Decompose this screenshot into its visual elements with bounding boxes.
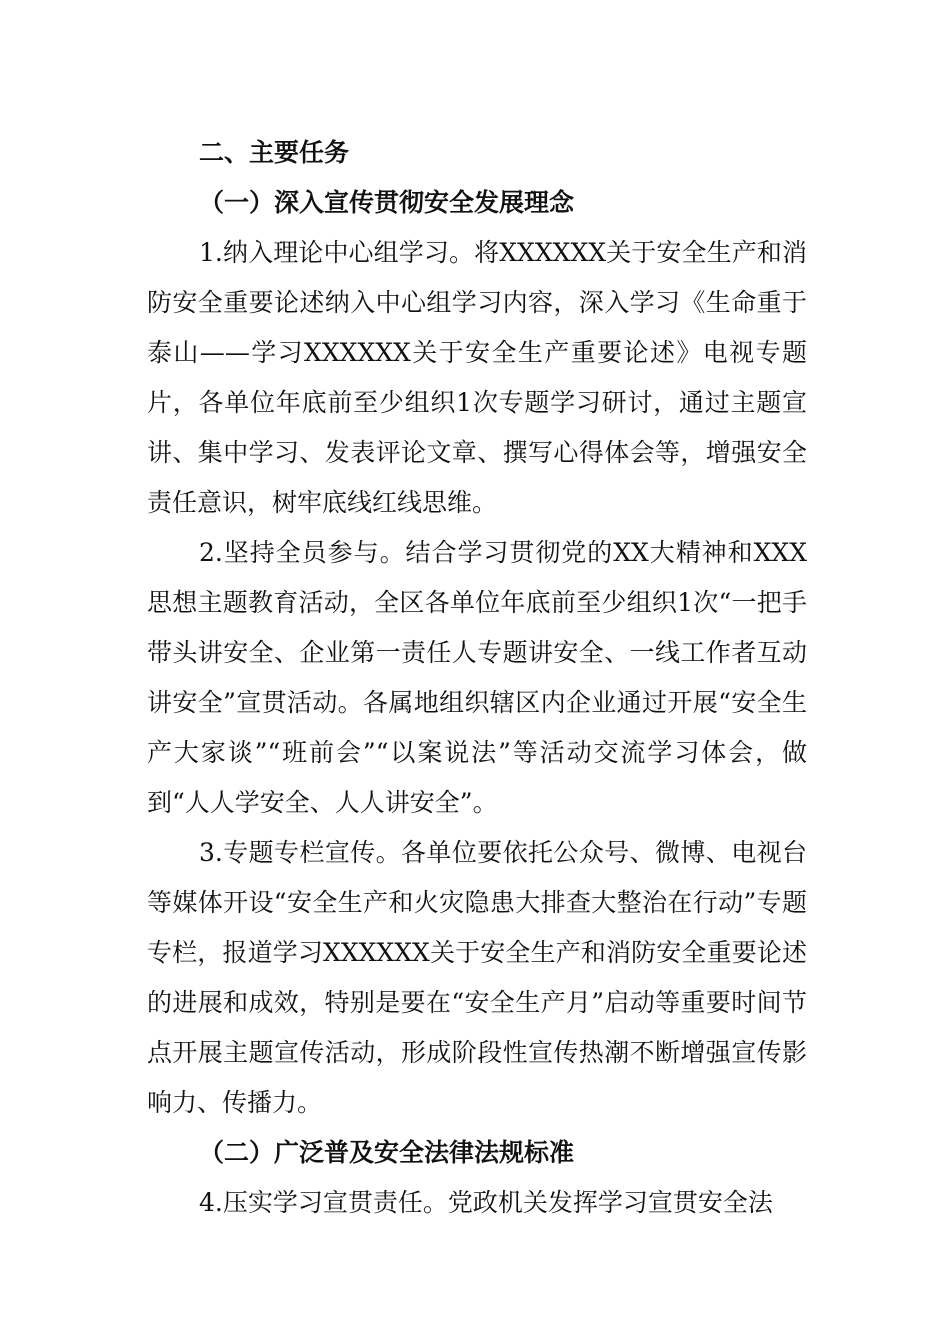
subsection-heading-2: （二）广泛普及安全法律法规标准 [199,1138,575,1167]
paragraph-3: 3.专题专栏宣传。各单位要依托公众号、微博、电视台等媒体开设“安全生产和火灾隐患大排查大整治在行动”专题专栏，报道学习XXXXXX关于安全生产和消防安全重要论述的进展和成效，特别是要在“安全生产月”启动等重要时间节点开展主题宣传活动，形成阶段性宣传热潮不断增强宣传影响力、传播力。 [147,838,807,1117]
paragraph-1: 1.纳入理论中心组学习。将XXXXXX关于安全生产和消防安全重要论述纳入中心组学习内容，深入学习《生命重于泰山——学习XXXXXX关于安全生产重要论述》电视专题片，各单位年底前至少组织1次专题学习研讨，通过主题宣讲、集中学习、发表评论文章、撰写心得体会等，增强安全责任意识，树牢底线红线思维。 [147,238,807,517]
paragraph-2: 2.坚持全员参与。结合学习贯彻党的XX大精神和XXX思想主题教育活动，全区各单位年底前至少组织1次“一把手带头讲安全、企业第一责任人专题讲安全、一线工作者互动讲安全”宣贯活动。各属地组织辖区内企业通过开展“安全生产大家谈”“班前会”“以案说法”等活动交流学习体会，做到“人人学安全、人人讲安全”。 [147,538,807,817]
subsection-heading-1: （一）深入宣传贯彻安全发展理念 [199,188,575,217]
section-heading: 二、主要任务 [199,138,350,167]
document-body [147,128,807,1228]
paragraph-4: 4.压实学习宣贯责任。党政机关发挥学习宣贯安全法 [199,1188,773,1217]
